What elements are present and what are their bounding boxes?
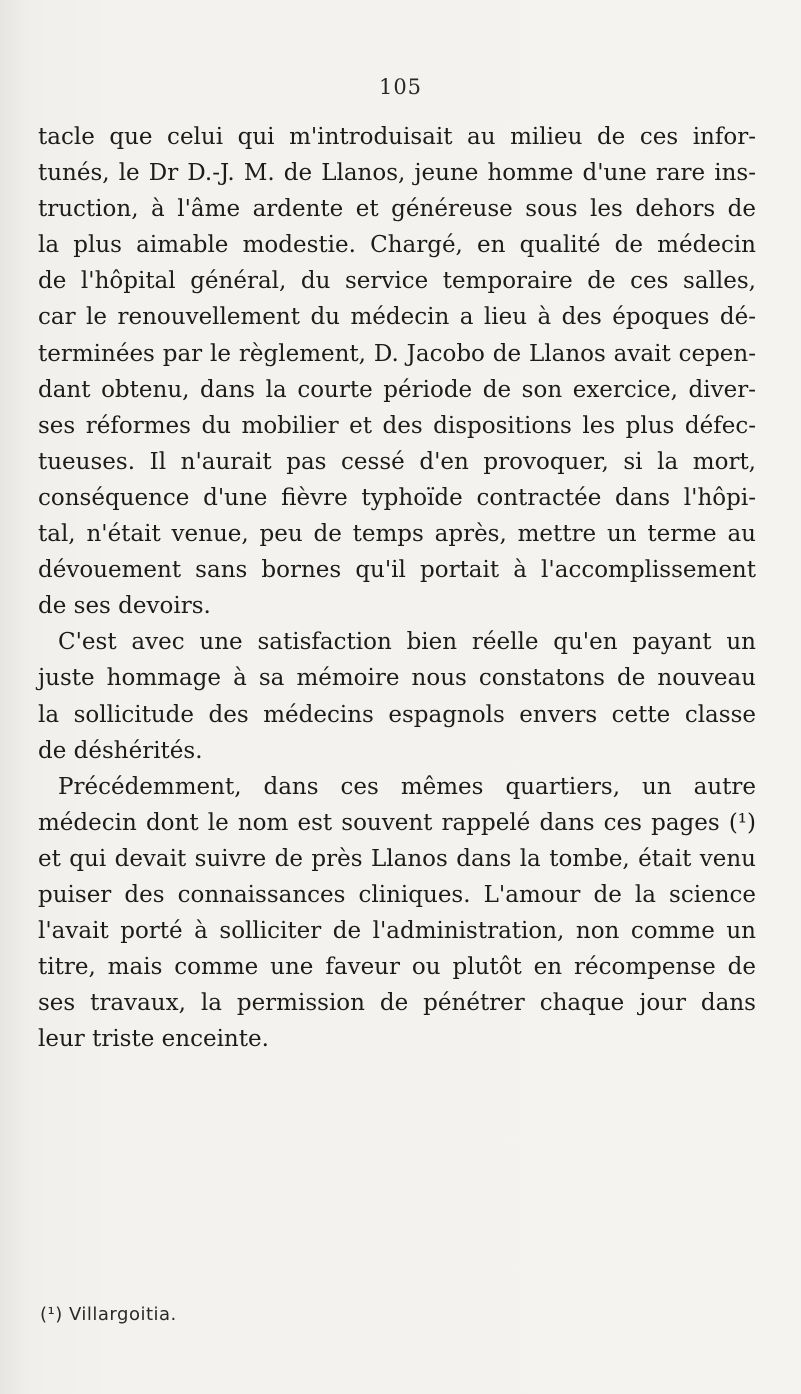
footnote: (¹) Villargoitia. (40, 1304, 177, 1325)
paragraph-3 (38, 769, 756, 1058)
text-line: C'est avec une satisfaction bien réelle qu'en payant un (58, 629, 756, 656)
text-line: Précédemment, dans ces mêmes quartiers, un autre (58, 773, 756, 800)
text-line: de ses devoirs. (38, 593, 211, 620)
text-line: tunés, le Dr D.-J. M. de Llanos, jeune homme d'une rare ins- (38, 160, 756, 187)
text-line: leur triste enceinte. (38, 1026, 269, 1053)
text-line: ses réformes du mobilier et des dispositions les plus défec- (38, 412, 756, 439)
text-line: l'avait porté à solliciter de l'administration, non comme un (38, 918, 756, 945)
page-number: 105 (378, 75, 423, 99)
text-line: dévouement sans bornes qu'il portait à l'accomplissement (38, 557, 756, 584)
text-line: truction, à l'âme ardente et généreuse sous les dehors de (38, 196, 756, 223)
body-text (38, 119, 756, 1057)
text-line: médecin dont le nom est souvent rappelé dans ces pages (¹) (38, 809, 756, 836)
text-line: car le renouvellement du médecin a lieu à des époques dé- (38, 304, 756, 331)
text-line: la sollicitude des médecins espagnols envers cette classe (38, 701, 756, 728)
text-line: la plus aimable modestie. Chargé, en qualité de médecin (38, 232, 756, 259)
text-line: et qui devait suivre de près Llanos dans la tombe, était venu (38, 845, 756, 872)
text-line: de déshérités. (38, 737, 203, 764)
text-line: juste hommage à sa mémoire nous constatons de nouveau (38, 665, 756, 692)
text-line: de l'hôpital général, du service temporaire de ces salles, (38, 268, 756, 295)
paragraph-2 (38, 624, 756, 768)
text-line: ses travaux, la permission de pénétrer chaque jour dans (38, 990, 756, 1017)
text-line: titre, mais comme une faveur ou plutôt en récompense de (38, 954, 756, 981)
text-line: tueuses. Il n'aurait pas cessé d'en provoquer, si la mort, (38, 448, 756, 475)
text-line: terminées par le règlement, D. Jacobo de Llanos avait cepen- (38, 340, 756, 367)
text-line: puiser des connaissances cliniques. L'amour de la science (38, 881, 756, 908)
text-line: tacle que celui qui m'introduisait au milieu de ces infor- (38, 124, 756, 150)
text-line: conséquence d'une fièvre typhoïde contractée dans l'hôpi- (38, 484, 756, 511)
paragraph-1 (38, 119, 756, 624)
text-line: tal, n'était venue, peu de temps après, mettre un terme au (38, 521, 756, 548)
text-line: dant obtenu, dans la courte période de son exercice, diver- (38, 376, 756, 403)
